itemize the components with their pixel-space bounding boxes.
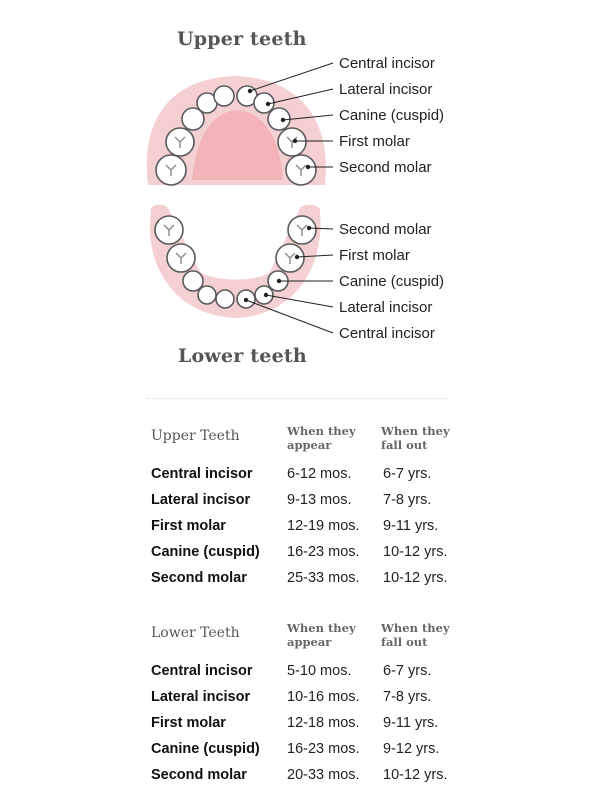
table-row — [151, 663, 471, 689]
tooth-outline — [268, 108, 290, 130]
fall-value: 9-11 yrs. — [383, 518, 439, 534]
lower-left-canine — [183, 271, 203, 291]
fall-value: 7-8 yrs. — [383, 689, 432, 705]
table-row — [151, 741, 471, 767]
upper-label: Central incisor — [339, 55, 435, 72]
appear-value: 25-33 mos. — [287, 570, 360, 586]
lower-left-lateral-incisor — [198, 286, 216, 304]
table-row — [151, 466, 471, 492]
upper-teeth-table — [151, 424, 471, 596]
appear-value: 5-10 mos. — [287, 663, 352, 679]
tooth-outline — [198, 286, 216, 304]
tooth-outline — [216, 290, 234, 308]
fall-value: 9-11 yrs. — [383, 715, 439, 731]
lower-left-first-molar — [167, 244, 195, 272]
tooth-name: Central incisor — [151, 663, 253, 679]
appear-value: 16-23 mos. — [287, 741, 360, 757]
appear-value: 10-16 mos. — [287, 689, 360, 705]
fall-value: 10-12 yrs. — [383, 544, 448, 560]
upper-label: Lateral incisor — [339, 81, 433, 98]
tooth-name: Lateral incisor — [151, 689, 251, 705]
appear-value: 16-23 mos. — [287, 544, 360, 560]
tooth-name: Canine (cuspid) — [151, 544, 260, 560]
upper-right-second-molar — [286, 155, 316, 185]
lower-label: Lateral incisor — [339, 299, 433, 316]
upper-leader-dot — [306, 165, 310, 169]
appear-value: 12-18 mos. — [287, 715, 360, 731]
upper-label: Canine (cuspid) — [339, 107, 445, 124]
lower-label: First molar — [339, 247, 410, 264]
fall-value: 6-7 yrs. — [383, 663, 432, 679]
tooth-name: First molar — [151, 715, 226, 731]
lower-right-second-molar — [288, 216, 316, 244]
table-row — [151, 570, 471, 596]
fall-value: 6-7 yrs. — [383, 466, 432, 482]
upper-teeth-title: Upper teeth — [177, 28, 307, 50]
lower-right-first-molar — [276, 244, 304, 272]
upper-leader-dot — [293, 139, 297, 143]
appear-value: 12-19 mos. — [287, 518, 360, 534]
upper-leader-dot — [281, 118, 285, 122]
upper-right-first-molar — [278, 128, 306, 156]
tooth-name: Canine (cuspid) — [151, 741, 260, 757]
upper-leader-line — [250, 63, 333, 91]
upper-leader-dot — [248, 89, 252, 93]
section-divider — [147, 398, 447, 399]
lower-arch — [150, 205, 321, 318]
lower-teeth-table — [151, 621, 471, 793]
upper-left-central-incisor — [214, 86, 234, 106]
tooth-name: Lateral incisor — [151, 492, 251, 508]
upper-table-header — [151, 424, 471, 466]
appear-value: 20-33 mos. — [287, 767, 360, 783]
upper-left-second-molar — [156, 155, 186, 185]
upper-left-first-molar — [166, 128, 194, 156]
lower-leader-dot — [295, 255, 299, 259]
upper-col-fall: When they fall out — [381, 424, 450, 452]
table-row — [151, 492, 471, 518]
fall-value: 7-8 yrs. — [383, 492, 432, 508]
lower-teeth-title: Lower teeth — [178, 345, 307, 367]
lower-table-header — [151, 621, 471, 663]
tooth-outline — [183, 271, 203, 291]
lower-col-appear: When they appear — [287, 621, 356, 649]
fall-value: 10-12 yrs. — [383, 767, 448, 783]
lower-table-title: Lower Teeth — [151, 625, 240, 641]
lower-leader-dot — [264, 293, 268, 297]
lower-label: Canine (cuspid) — [339, 273, 445, 290]
upper-right-canine — [268, 108, 290, 130]
table-row — [151, 544, 471, 570]
table-row — [151, 518, 471, 544]
upper-col-appear: When they appear — [287, 424, 356, 452]
upper-label: First molar — [339, 133, 410, 150]
upper-table-title: Upper Teeth — [151, 428, 240, 444]
fall-value: 10-12 yrs. — [383, 570, 448, 586]
tooth-name: Central incisor — [151, 466, 253, 482]
tooth-name: First molar — [151, 518, 226, 534]
fall-value: 9-12 yrs. — [383, 741, 440, 757]
lower-leader-dot — [244, 298, 248, 302]
table-row — [151, 689, 471, 715]
upper-leader-dot — [266, 102, 270, 106]
lower-leader-dot — [307, 226, 311, 230]
tooth-name: Second molar — [151, 767, 247, 783]
lower-label: Central incisor — [339, 325, 435, 342]
tooth-name: Second molar — [151, 570, 247, 586]
lower-left-second-molar — [155, 216, 183, 244]
lower-leader-dot — [277, 279, 281, 283]
appear-value: 6-12 mos. — [287, 466, 352, 482]
table-row — [151, 767, 471, 793]
table-row — [151, 715, 471, 741]
lower-left-central-incisor — [216, 290, 234, 308]
upper-arch — [147, 76, 326, 185]
upper-label: Second molar — [339, 159, 432, 176]
lower-label: Second molar — [339, 221, 432, 238]
appear-value: 9-13 mos. — [287, 492, 352, 508]
lower-col-fall: When they fall out — [381, 621, 450, 649]
tooth-outline — [214, 86, 234, 106]
